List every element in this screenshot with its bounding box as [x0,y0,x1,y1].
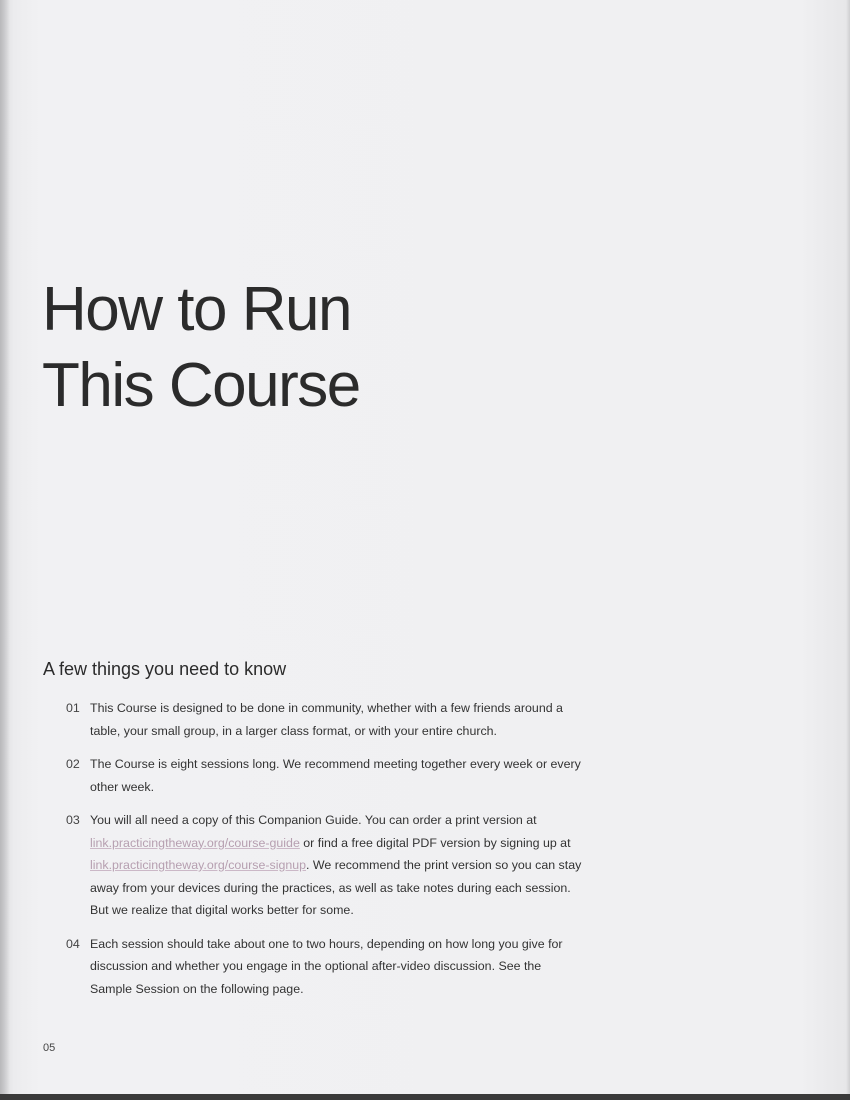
list-item-number: 04 [66,936,80,951]
page-number: 05 [43,1042,56,1054]
list-item-03 [66,809,586,922]
page-title-line-1: How to Run [42,275,351,344]
section-heading: A few things you need to know [43,659,287,679]
list-item-text-part-3: . We recommend the print version so you can stay away from your devices during the practices, as well as take notes during each session. But we realize that digital works better for some. [90,858,582,917]
page-right-edge [846,0,850,1100]
list-item-text: Each session should take about one to two hours, depending on how long you give for discussion and whether you engage in the optional after-video discussion. See the Sample Session on the following page. [90,936,563,996]
course-signup-link[interactable]: link.practicingtheway.org/course-signup [90,858,307,872]
course-guide-link[interactable]: link.practicingtheway.org/course-guide [90,835,300,850]
list-item-04 [66,933,586,1001]
list-item-text-part-1: You will all need a copy of this Companion Guide. You can order a print version at [90,813,537,827]
page-title-line-2: This Course [42,351,360,420]
page-bottom-edge [0,1094,850,1100]
list-item-02 [66,753,586,798]
list-item-text: This Course is designed to be done in community, whether with a few friends around a table, your small group, in a larger class format, or with your entire church. [90,701,563,738]
list-item-text: The Course is eight sessions long. We recommend meeting together every week or every other week. [90,757,581,794]
spine-shadow [0,0,10,1100]
instructions-list [66,697,586,1011]
list-item-number: 01 [66,701,80,715]
list-item-number: 02 [66,757,80,771]
list-item-01 [66,697,586,742]
list-item-number: 03 [66,813,80,827]
list-item-text-part-2: or find a free digital PDF version by signing up at [299,835,571,850]
page-title [42,272,360,424]
